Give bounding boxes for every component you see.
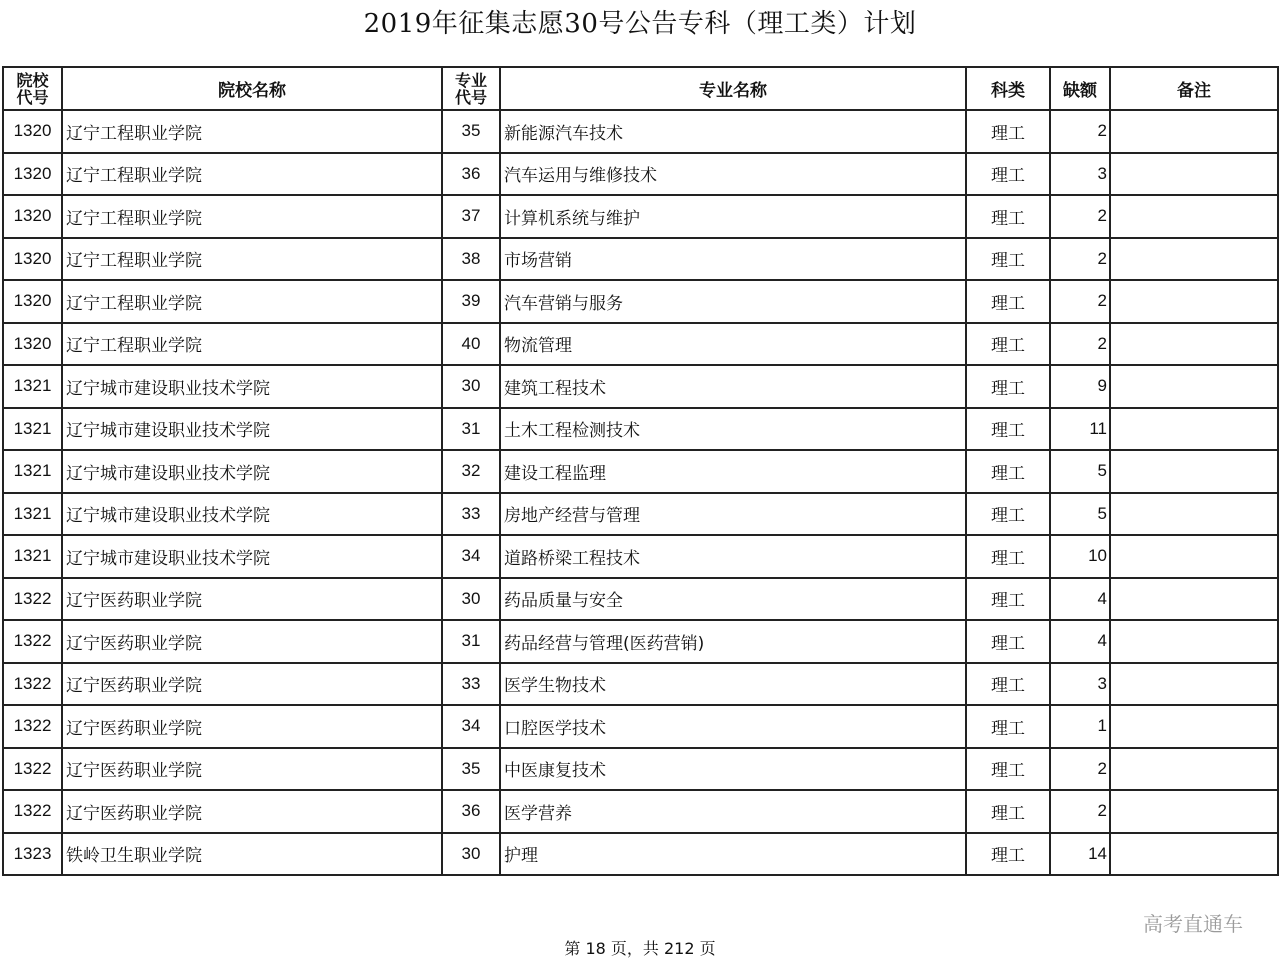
- table-row: [3, 578, 1278, 621]
- cell-major-code: 36: [442, 790, 500, 833]
- cell-remarks: [1110, 705, 1278, 748]
- header-school-code-line1: 院校: [16, 70, 49, 90]
- cell-major-name: 房地产经营与管理: [500, 493, 966, 536]
- cell-remarks: [1110, 280, 1278, 323]
- cell-school-name: 辽宁工程职业学院: [62, 280, 442, 323]
- cell-major-code: 30: [442, 365, 500, 408]
- page-title: 2019年征集志愿30号公告专科（理工类）计划: [363, 9, 917, 39]
- cell-major-name: 道路桥梁工程技术: [500, 535, 966, 578]
- cell-category: 理工: [966, 238, 1050, 281]
- header-major-code-line1: 专业: [454, 70, 487, 90]
- header-remarks: 备注: [1110, 67, 1278, 110]
- cell-school-code: 1320: [3, 110, 62, 153]
- cell-school-code: 1320: [3, 195, 62, 238]
- table-row: [3, 238, 1278, 281]
- cell-major-name: 护理: [500, 833, 966, 876]
- cell-major-code: 31: [442, 408, 500, 451]
- cell-remarks: [1110, 620, 1278, 663]
- cell-major-code: 37: [442, 195, 500, 238]
- cell-school-name: 辽宁工程职业学院: [62, 323, 442, 366]
- table-body: [3, 110, 1278, 875]
- cell-category: 理工: [966, 153, 1050, 196]
- table-row: [3, 748, 1278, 791]
- cell-vacancy: 2: [1050, 110, 1110, 153]
- cell-school-code: 1320: [3, 153, 62, 196]
- cell-school-code: 1322: [3, 620, 62, 663]
- cell-major-code: 35: [442, 748, 500, 791]
- cell-category: 理工: [966, 578, 1050, 621]
- cell-school-name: 辽宁工程职业学院: [62, 153, 442, 196]
- cell-major-name: 计算机系统与维护: [500, 195, 966, 238]
- cell-remarks: [1110, 110, 1278, 153]
- cell-vacancy: 2: [1050, 280, 1110, 323]
- table-row: [3, 620, 1278, 663]
- cell-major-code: 33: [442, 663, 500, 706]
- cell-category: 理工: [966, 195, 1050, 238]
- cell-major-name: 汽车运用与维修技术: [500, 153, 966, 196]
- cell-school-name: 辽宁医药职业学院: [62, 705, 442, 748]
- cell-school-name: 辽宁城市建设职业技术学院: [62, 450, 442, 493]
- header-vacancy: 缺额: [1050, 67, 1110, 110]
- cell-category: 理工: [966, 323, 1050, 366]
- cell-remarks: [1110, 535, 1278, 578]
- cell-major-code: 36: [442, 153, 500, 196]
- cell-school-name: 辽宁城市建设职业技术学院: [62, 493, 442, 536]
- cell-vacancy: 11: [1050, 408, 1110, 451]
- table-row: [3, 493, 1278, 536]
- cell-remarks: [1110, 578, 1278, 621]
- cell-school-code: 1321: [3, 408, 62, 451]
- enrollment-plan-table: [2, 66, 1279, 876]
- cell-school-code: 1322: [3, 790, 62, 833]
- cell-major-name: 市场营销: [500, 238, 966, 281]
- cell-major-name: 药品经营与管理(医药营销): [500, 620, 966, 663]
- cell-school-name: 辽宁工程职业学院: [62, 195, 442, 238]
- cell-school-name: 辽宁工程职业学院: [62, 110, 442, 153]
- table-row: [3, 705, 1278, 748]
- cell-category: 理工: [966, 790, 1050, 833]
- cell-major-code: 40: [442, 323, 500, 366]
- cell-major-code: 34: [442, 535, 500, 578]
- cell-category: 理工: [966, 493, 1050, 536]
- cell-vacancy: 9: [1050, 365, 1110, 408]
- page-number-footer: 第 18 页，共 212 页: [564, 939, 716, 958]
- table-header-row: [3, 67, 1278, 110]
- table-row: [3, 663, 1278, 706]
- cell-major-code: 31: [442, 620, 500, 663]
- cell-vacancy: 2: [1050, 195, 1110, 238]
- table-row: [3, 535, 1278, 578]
- header-major-code: [442, 67, 500, 110]
- cell-vacancy: 2: [1050, 238, 1110, 281]
- cell-category: 理工: [966, 280, 1050, 323]
- cell-remarks: [1110, 450, 1278, 493]
- cell-category: 理工: [966, 620, 1050, 663]
- header-school-code: [3, 67, 62, 110]
- table-row: [3, 450, 1278, 493]
- table-row: [3, 365, 1278, 408]
- cell-category: 理工: [966, 748, 1050, 791]
- cell-major-name: 医学营养: [500, 790, 966, 833]
- cell-category: 理工: [966, 450, 1050, 493]
- cell-school-name: 辽宁医药职业学院: [62, 578, 442, 621]
- cell-category: 理工: [966, 705, 1050, 748]
- header-school-code-line2: 代号: [16, 87, 49, 107]
- cell-remarks: [1110, 833, 1278, 876]
- cell-major-code: 32: [442, 450, 500, 493]
- cell-school-code: 1322: [3, 705, 62, 748]
- watermark-text: 高考直通车: [1143, 912, 1243, 936]
- cell-school-code: 1322: [3, 748, 62, 791]
- cell-vacancy: 5: [1050, 450, 1110, 493]
- cell-vacancy: 1: [1050, 705, 1110, 748]
- cell-vacancy: 14: [1050, 833, 1110, 876]
- cell-vacancy: 2: [1050, 790, 1110, 833]
- cell-remarks: [1110, 238, 1278, 281]
- cell-vacancy: 4: [1050, 578, 1110, 621]
- cell-school-name: 辽宁工程职业学院: [62, 238, 442, 281]
- cell-major-code: 34: [442, 705, 500, 748]
- cell-major-name: 口腔医学技术: [500, 705, 966, 748]
- cell-school-name: 辽宁城市建设职业技术学院: [62, 408, 442, 451]
- header-major-name: 专业名称: [500, 67, 966, 110]
- cell-major-code: 30: [442, 578, 500, 621]
- cell-major-name: 新能源汽车技术: [500, 110, 966, 153]
- cell-major-name: 医学生物技术: [500, 663, 966, 706]
- cell-major-name: 中医康复技术: [500, 748, 966, 791]
- cell-major-name: 建设工程监理: [500, 450, 966, 493]
- cell-school-name: 辽宁城市建设职业技术学院: [62, 535, 442, 578]
- cell-category: 理工: [966, 663, 1050, 706]
- table-row: [3, 280, 1278, 323]
- table-row: [3, 323, 1278, 366]
- cell-remarks: [1110, 408, 1278, 451]
- cell-remarks: [1110, 493, 1278, 536]
- cell-category: 理工: [966, 365, 1050, 408]
- cell-major-code: 38: [442, 238, 500, 281]
- cell-category: 理工: [966, 833, 1050, 876]
- cell-major-name: 药品质量与安全: [500, 578, 966, 621]
- table-row: [3, 408, 1278, 451]
- cell-school-name: 辽宁医药职业学院: [62, 620, 442, 663]
- cell-school-name: 辽宁医药职业学院: [62, 790, 442, 833]
- cell-school-code: 1321: [3, 450, 62, 493]
- table-row: [3, 110, 1278, 153]
- cell-school-code: 1320: [3, 238, 62, 281]
- table-row: [3, 153, 1278, 196]
- cell-category: 理工: [966, 110, 1050, 153]
- cell-category: 理工: [966, 408, 1050, 451]
- cell-major-code: 33: [442, 493, 500, 536]
- cell-school-code: 1321: [3, 365, 62, 408]
- cell-vacancy: 3: [1050, 663, 1110, 706]
- cell-vacancy: 2: [1050, 323, 1110, 366]
- cell-school-code: 1320: [3, 323, 62, 366]
- cell-school-name: 辽宁医药职业学院: [62, 663, 442, 706]
- cell-remarks: [1110, 153, 1278, 196]
- cell-vacancy: 3: [1050, 153, 1110, 196]
- header-category: 科类: [966, 67, 1050, 110]
- cell-vacancy: 10: [1050, 535, 1110, 578]
- cell-vacancy: 5: [1050, 493, 1110, 536]
- cell-major-code: 39: [442, 280, 500, 323]
- cell-remarks: [1110, 790, 1278, 833]
- cell-school-name: 铁岭卫生职业学院: [62, 833, 442, 876]
- cell-remarks: [1110, 323, 1278, 366]
- table-row: [3, 833, 1278, 876]
- cell-school-code: 1322: [3, 578, 62, 621]
- cell-remarks: [1110, 663, 1278, 706]
- cell-school-code: 1321: [3, 535, 62, 578]
- cell-remarks: [1110, 365, 1278, 408]
- cell-school-name: 辽宁城市建设职业技术学院: [62, 365, 442, 408]
- cell-major-code: 30: [442, 833, 500, 876]
- table-row: [3, 195, 1278, 238]
- header-school-name: 院校名称: [62, 67, 442, 110]
- cell-school-code: 1322: [3, 663, 62, 706]
- cell-remarks: [1110, 195, 1278, 238]
- cell-major-name: 土木工程检测技术: [500, 408, 966, 451]
- cell-school-code: 1320: [3, 280, 62, 323]
- cell-major-code: 35: [442, 110, 500, 153]
- cell-major-name: 汽车营销与服务: [500, 280, 966, 323]
- cell-school-code: 1321: [3, 493, 62, 536]
- cell-category: 理工: [966, 535, 1050, 578]
- table-row: [3, 790, 1278, 833]
- cell-school-name: 辽宁医药职业学院: [62, 748, 442, 791]
- cell-major-name: 物流管理: [500, 323, 966, 366]
- cell-school-code: 1323: [3, 833, 62, 876]
- cell-remarks: [1110, 748, 1278, 791]
- cell-vacancy: 2: [1050, 748, 1110, 791]
- cell-major-name: 建筑工程技术: [500, 365, 966, 408]
- cell-vacancy: 4: [1050, 620, 1110, 663]
- header-major-code-line2: 代号: [454, 87, 487, 107]
